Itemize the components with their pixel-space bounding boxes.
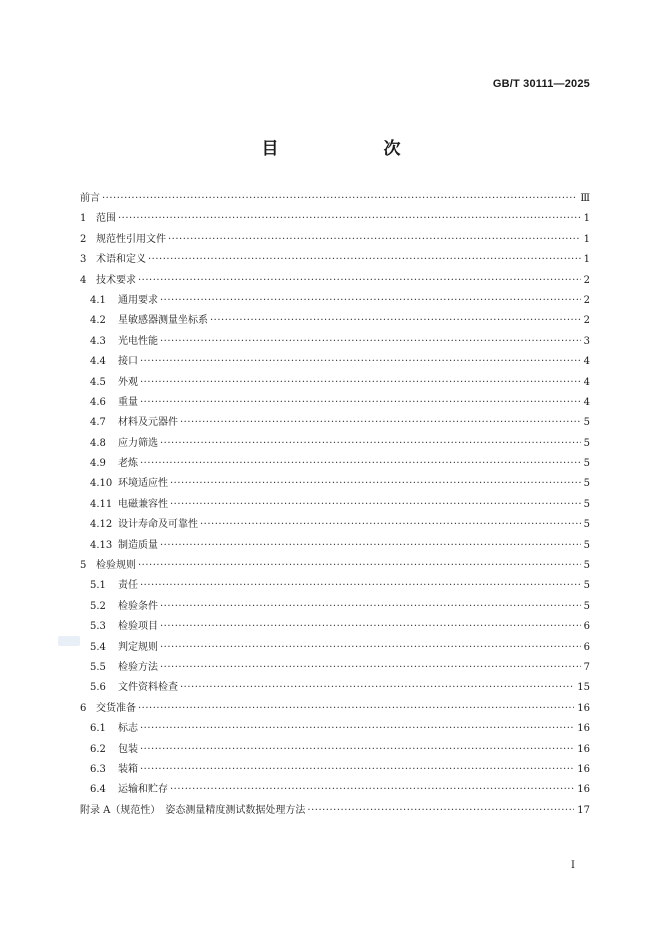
toc-entry-number: 6 (80, 702, 87, 714)
toc-entry-label: 判定规则 (118, 641, 158, 653)
toc-entry-page: 16 (577, 743, 590, 755)
dot-leader (160, 536, 581, 556)
toc-entry-number: 5.4 (90, 641, 106, 653)
toc-entry-label: 设计寿命及可靠性 (118, 519, 198, 531)
toc-entry-number: 5.1 (90, 580, 106, 592)
toc-entry-label: 电磁兼容性 (118, 498, 168, 510)
dot-leader (200, 515, 581, 535)
toc-entry[interactable] (80, 760, 590, 780)
toc-entry-page: 5 (583, 478, 590, 490)
toc-entry-number: 4.2 (90, 315, 106, 327)
dot-leader (170, 780, 574, 800)
toc-entry-number: 6.3 (90, 763, 106, 775)
toc-entry-page: 16 (577, 723, 590, 735)
dot-leader (140, 352, 581, 372)
toc-entry-page: Ⅲ (580, 193, 590, 204)
dot-leader (160, 658, 581, 678)
toc-entry-label: 接口 (118, 356, 138, 368)
toc-entry-label: 检验条件 (118, 600, 158, 612)
toc-entry-number: 3 (80, 254, 87, 266)
toc-entry-page: 16 (577, 763, 590, 775)
toc-entry[interactable] (80, 801, 590, 821)
toc-entry-label: 材料及元器件 (118, 417, 178, 429)
toc-entry-page: 5 (583, 600, 590, 612)
toc-entry-page: 5 (583, 498, 590, 510)
toc-entry[interactable] (80, 352, 590, 372)
toc-entry-number: 5.3 (90, 621, 106, 633)
toc-entry[interactable] (80, 230, 590, 250)
dot-leader (138, 271, 581, 291)
toc-entry[interactable] (80, 454, 590, 474)
toc-entry[interactable] (80, 536, 590, 556)
dot-leader (168, 230, 581, 250)
toc-entry-number: 5.5 (90, 661, 106, 673)
toc-entry-page: 4 (583, 356, 590, 368)
toc-title: 目 次 (261, 139, 445, 159)
toc-entry-page: 6 (583, 641, 590, 653)
toc-entry[interactable] (80, 617, 590, 637)
dot-leader (140, 576, 581, 596)
dot-leader (140, 373, 581, 393)
dot-leader (160, 617, 581, 637)
dot-leader (102, 189, 577, 209)
page-number: I (571, 860, 575, 871)
dot-leader (307, 801, 574, 821)
toc-entry[interactable] (80, 271, 590, 291)
toc-entry-label: 文件资料检查 (118, 682, 178, 694)
toc-entry-number: 2 (80, 233, 87, 245)
toc-entry-label: 附录 A（规范性） 姿态测量精度测试数据处理方法 (80, 804, 306, 816)
dot-leader (140, 454, 581, 474)
toc-entry[interactable] (80, 495, 590, 515)
dot-leader (180, 678, 574, 698)
side-marker (58, 636, 80, 646)
toc-entry-page: 5 (583, 539, 590, 551)
toc-entry-page: 17 (577, 804, 590, 816)
toc-entry-page: 16 (577, 702, 590, 714)
dot-leader (138, 699, 574, 719)
toc-entry-page: 4 (583, 396, 590, 408)
toc-entry-number: 4 (80, 274, 87, 286)
toc-entry-label: 星敏感器测量坐标系 (118, 315, 208, 327)
toc-entry[interactable] (80, 373, 590, 393)
toc-entry-number: 4.5 (90, 376, 106, 388)
dot-leader (160, 434, 581, 454)
dot-leader (210, 311, 581, 331)
toc-entry-number: 4.12 (90, 519, 113, 531)
toc-entry[interactable] (80, 699, 590, 719)
toc-entry-page: 5 (583, 580, 590, 592)
toc-entry[interactable] (80, 434, 590, 454)
toc-entry[interactable] (80, 189, 590, 209)
toc-entry-label: 检验项目 (118, 621, 158, 633)
toc-entry-number: 4.7 (90, 417, 106, 429)
dot-leader (160, 597, 581, 617)
toc-entry-number: 5 (80, 560, 87, 572)
toc-entry-label: 检验规则 (96, 560, 136, 572)
toc-entry[interactable] (80, 780, 590, 800)
toc-entry-label: 重量 (118, 396, 138, 408)
dot-leader (180, 413, 581, 433)
toc-entry-number: 6.4 (90, 784, 106, 796)
dot-leader (140, 393, 581, 413)
dot-leader (140, 740, 574, 760)
toc-entry-page: 5 (583, 560, 590, 572)
toc-entry-number: 4.13 (90, 539, 113, 551)
toc-entry[interactable] (80, 332, 590, 352)
toc-entry[interactable] (80, 740, 590, 760)
toc-entry-label: 检验方法 (118, 661, 158, 673)
toc-entry-page: 1 (583, 213, 590, 225)
toc-entry-page: 16 (577, 784, 590, 796)
dot-leader (170, 495, 581, 515)
table-of-contents (80, 189, 590, 821)
toc-entry-label: 外观 (118, 376, 138, 388)
toc-entry-number: 4.11 (90, 498, 113, 510)
toc-entry-page: 5 (583, 437, 590, 449)
toc-entry-number: 4.4 (90, 356, 106, 368)
toc-entry-label: 光电性能 (118, 335, 158, 347)
dot-leader (148, 250, 581, 270)
toc-entry-number: 4.6 (90, 396, 106, 408)
dot-leader (138, 556, 581, 576)
dot-leader (140, 719, 574, 739)
toc-entry[interactable] (80, 597, 590, 617)
dot-leader (140, 760, 574, 780)
toc-entry[interactable] (80, 474, 590, 494)
dot-leader (160, 332, 581, 352)
toc-entry-page: 4 (583, 376, 590, 388)
toc-entry-page: 15 (577, 682, 590, 694)
toc-entry-label: 老炼 (118, 458, 138, 470)
toc-entry-page: 5 (583, 417, 590, 429)
toc-entry-number: 6.2 (90, 743, 106, 755)
standard-code: GB/T 30111—2025 (492, 78, 590, 90)
toc-entry[interactable] (80, 393, 590, 413)
toc-entry-label: 装箱 (118, 763, 138, 775)
toc-entry-number: 4.3 (90, 335, 106, 347)
toc-entry-label: 技术要求 (96, 274, 136, 286)
toc-entry-label: 应力筛选 (118, 437, 158, 449)
toc-entry-label: 规范性引用文件 (96, 233, 166, 245)
toc-entry-page: 2 (583, 274, 590, 286)
toc-entry-label: 环境适应性 (118, 478, 168, 490)
toc-entry-page: 5 (583, 519, 590, 531)
toc-entry-page: 3 (583, 335, 590, 347)
toc-entry[interactable] (80, 291, 590, 311)
toc-entry[interactable] (80, 678, 590, 698)
toc-entry-label: 术语和定义 (96, 254, 146, 266)
toc-entry-label: 标志 (118, 723, 138, 735)
toc-entry[interactable] (80, 719, 590, 739)
dot-leader (160, 291, 581, 311)
dot-leader (118, 209, 581, 229)
toc-entry-number: 1 (80, 213, 87, 225)
toc-entry-label: 范围 (96, 213, 116, 225)
toc-entry[interactable] (80, 515, 590, 535)
toc-entry-number: 4.1 (90, 294, 106, 306)
toc-entry[interactable] (80, 209, 590, 229)
toc-entry-label: 运输和贮存 (118, 784, 168, 796)
toc-entry-label: 交货准备 (96, 702, 136, 714)
toc-entry[interactable] (80, 413, 590, 433)
toc-entry-number: 5.6 (90, 682, 106, 694)
toc-entry-page: 1 (583, 233, 590, 245)
toc-entry-label: 通用要求 (118, 294, 158, 306)
toc-entry-label: 制造质量 (118, 539, 158, 551)
toc-entry-page: 2 (583, 294, 590, 306)
dot-leader (160, 638, 581, 658)
toc-entry-label: 责任 (118, 580, 138, 592)
toc-entry-page: 7 (583, 661, 590, 673)
toc-entry[interactable] (80, 638, 590, 658)
toc-entry-number: 4.9 (90, 458, 106, 470)
toc-entry-page: 5 (583, 458, 590, 470)
toc-entry-number: 4.8 (90, 437, 106, 449)
toc-entry[interactable] (80, 658, 590, 678)
toc-entry-page: 1 (583, 254, 590, 266)
toc-entry[interactable] (80, 311, 590, 331)
toc-entry-label: 包装 (118, 743, 138, 755)
toc-entry[interactable] (80, 556, 590, 576)
toc-entry-number: 6.1 (90, 723, 106, 735)
toc-entry-page: 6 (583, 621, 590, 633)
toc-entry-label: 前言 (80, 193, 100, 204)
toc-entry[interactable] (80, 250, 590, 270)
toc-entry-number: 5.2 (90, 600, 106, 612)
toc-entry-page: 2 (583, 315, 590, 327)
dot-leader (170, 474, 581, 494)
toc-entry[interactable] (80, 576, 590, 596)
toc-entry-number: 4.10 (90, 478, 113, 490)
